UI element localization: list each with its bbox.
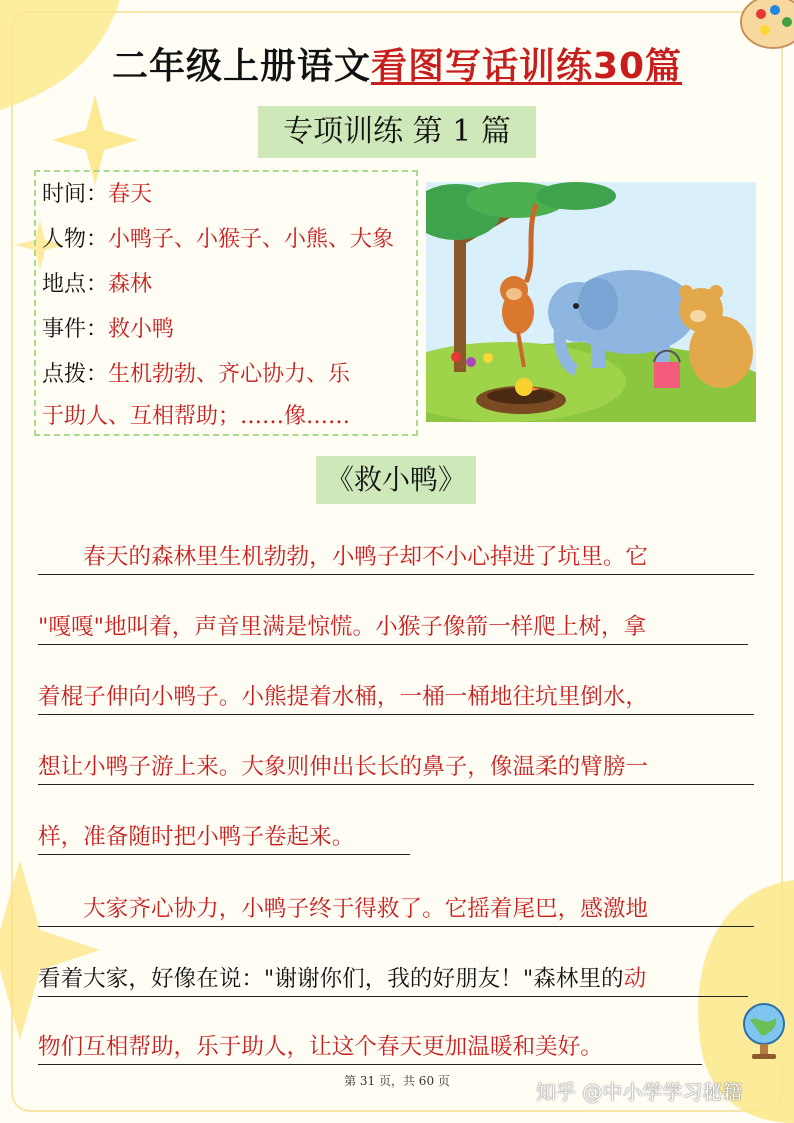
info-value: 森林 [108, 272, 153, 297]
info-row-event [42, 315, 174, 345]
info-value: 生机勃勃、齐心协力、乐 [108, 362, 351, 387]
info-key: 事件： [42, 317, 109, 342]
section-label: 专项训练 第 1 篇 [258, 106, 536, 158]
story-illustration [426, 182, 756, 422]
essay-line [38, 962, 748, 997]
title-grade: 二年级上册语文 [111, 46, 371, 87]
info-box [34, 170, 418, 436]
page-title [0, 38, 794, 89]
essay-line: 着棍子伸向小鸭子。小熊提着水桶，一桶一桶地往坑里倒水， [38, 680, 754, 715]
essay-line: 大家齐心协力，小鸭子终于得救了。它摇着尾巴，感激地 [38, 892, 754, 927]
info-row-place [42, 270, 152, 300]
info-row-characters [42, 225, 394, 255]
essay-line: 春天的森林里生机勃勃，小鸭子却不小心掉进了坑里。它 [38, 540, 754, 575]
essay-line: 物们互相帮助，乐于助人，让这个春天更加温暖和美好。 [38, 1030, 702, 1065]
info-row-hint [42, 360, 350, 390]
essay-line-text: 看着大家，好像在说："谢谢你们，我的好朋友！"森林里的 [38, 966, 624, 992]
info-key: 人物： [42, 227, 109, 252]
watermark: 知乎 @中小学学习秘籍 [536, 1080, 743, 1104]
essay-title: 《救小鸭》 [316, 456, 476, 504]
info-key: 地点： [42, 272, 109, 297]
info-value: 救小鸭 [108, 317, 175, 342]
info-value: 春天 [108, 182, 153, 207]
info-value: 于助人、互相帮助；……像…… [42, 404, 351, 429]
page-number: 第 31 页，共 60 页 [344, 1074, 450, 1088]
essay-line: 样，准备随时把小鸭子卷起来。 [38, 820, 410, 855]
info-row-hint-cont [42, 402, 350, 432]
info-value: 小鸭子、小猴子、小熊、大象 [108, 227, 395, 252]
info-row-time [42, 180, 152, 210]
title-topic: 看图写话训练30篇 [370, 46, 683, 87]
info-key: 点拨： [42, 362, 109, 387]
info-key: 时间： [42, 182, 109, 207]
essay-line: 想让小鸭子游上来。大象则伸出长长的鼻子，像温柔的臂膀一 [38, 750, 754, 785]
essay-line-text-end: 动 [623, 966, 647, 992]
essay-line: "嘎嘎"地叫着，声音里满是惊慌。小猴子像箭一样爬上树，拿 [38, 610, 748, 645]
